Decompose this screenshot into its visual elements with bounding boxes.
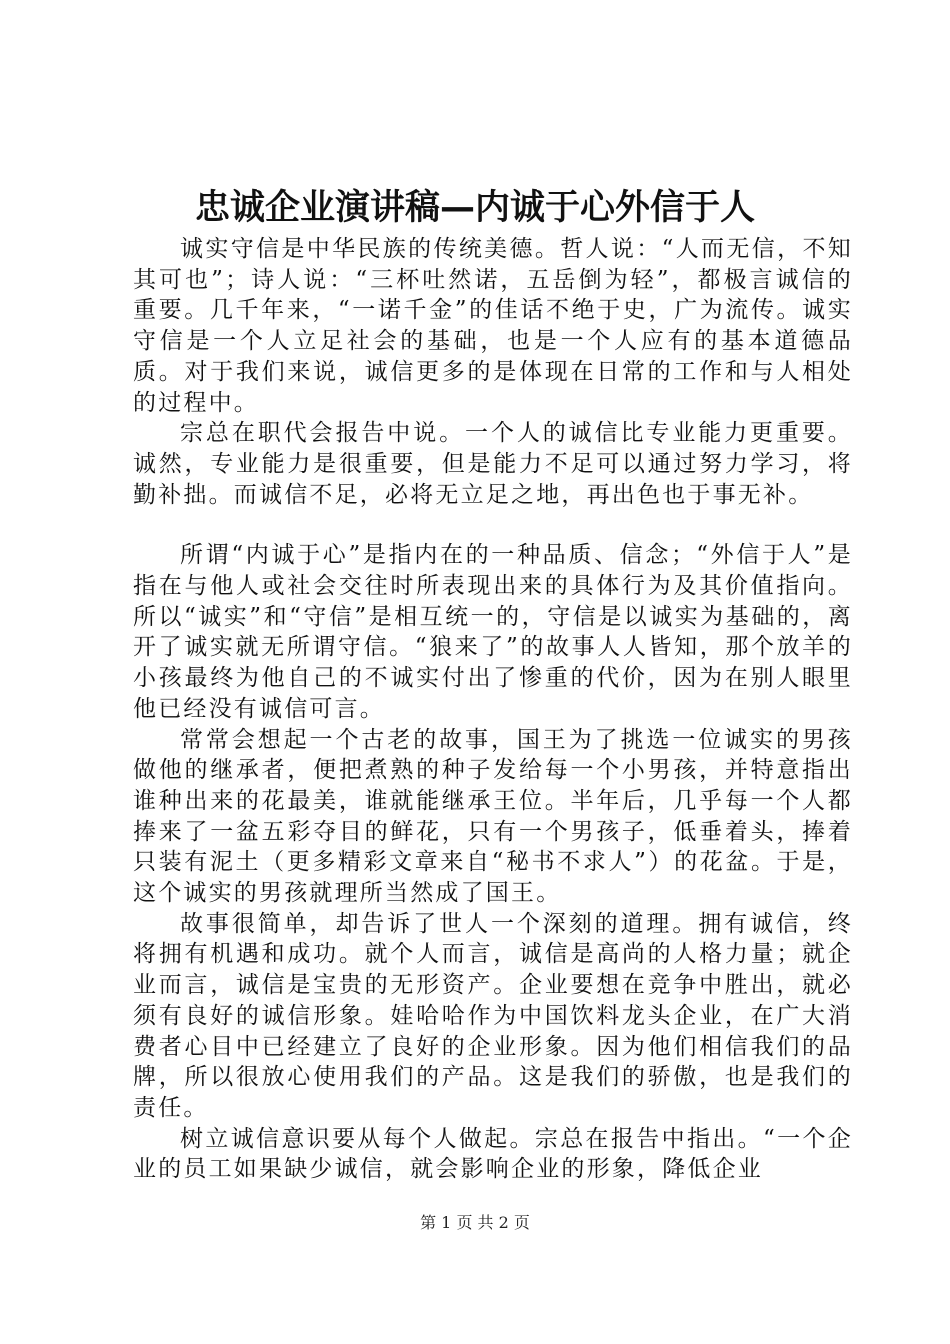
document-title: 忠诚企业演讲稿—内诚于心外信于人	[194, 188, 755, 228]
paragraph-4: 常常会想起一个古老的故事，国王为了挑选一位诚实的男孩做他的继承者，便把煮熟的种子发给每一个小男孩，并特意指出谁种出来的花最美，谁就能继承王位。半年后，几乎每一个人都捧来了一盆五彩夺目的鲜花，只有一个男孩子，低垂着头，捧着只装有泥土（更多精彩文章来自“秘书不求人”）的花盆。于是，这个诚实的男孩就理所当然成了国王。	[133, 726, 853, 907]
paragraph-5: 故事很简单，却告诉了世人一个深刻的道理。拥有诚信，终将拥有机遇和成功。就个人而言，诚信是高尚的人格力量；就企业而言，诚信是宝贵的无形资产。企业要想在竞争中胜出，就必须有良好的诚信形象。娃哈哈作为中国饮料龙头企业，在广大消费者心目中已经建立了良好的企业形象。因为他们相信我们的品牌，所以很放心使用我们的产品。这是我们的骄傲，也是我们的责任。	[133, 910, 853, 1121]
paragraph-3: 所谓“内诚于心”是指内在的一种品质、信念；“外信于人”是指在与他人或社会交往时所表现出来的具体行为及其价值指向。所以“诚实”和“守信”是相互统一的，守信是以诚实为基础的，离开了诚实就无所谓守信。“狼来了”的故事人人皆知，那个放羊的小孩最终为他自己的不诚实付出了惨重的代价，因为在别人眼里他已经没有诚信可言。	[133, 542, 853, 722]
paragraph-spacer	[133, 510, 853, 540]
paragraph-6: 树立诚信意识要从每个人做起。宗总在报告中指出。“一个企业的员工如果缺少诚信，就会影响企业的形象，降低企业	[133, 1125, 853, 1183]
document-body	[133, 234, 853, 1185]
paragraph-2: 宗总在职代会报告中说。一个人的诚信比专业能力更重要。诚然，专业能力是很重要，但是能力不足可以通过努力学习，将勤补拙。而诚信不足，必将无立足之地，再出色也于事无补。	[133, 420, 853, 508]
page-footer: 第 1 页 共 2 页	[420, 1213, 530, 1232]
paragraph-1: 诚实守信是中华民族的传统美德。哲人说：“人而无信，不知其可也”；诗人说：“三杯吐然诺，五岳倒为轻”，都极言诚信的重要。几千年来，“一诺千金”的佳话不绝于史，广为流传。诚实守信是一个人立足社会的基础，也是一个人应有的基本道德品质。对于我们来说，诚信更多的是体现在日常的工作和与人相处的过程中。	[133, 236, 853, 416]
